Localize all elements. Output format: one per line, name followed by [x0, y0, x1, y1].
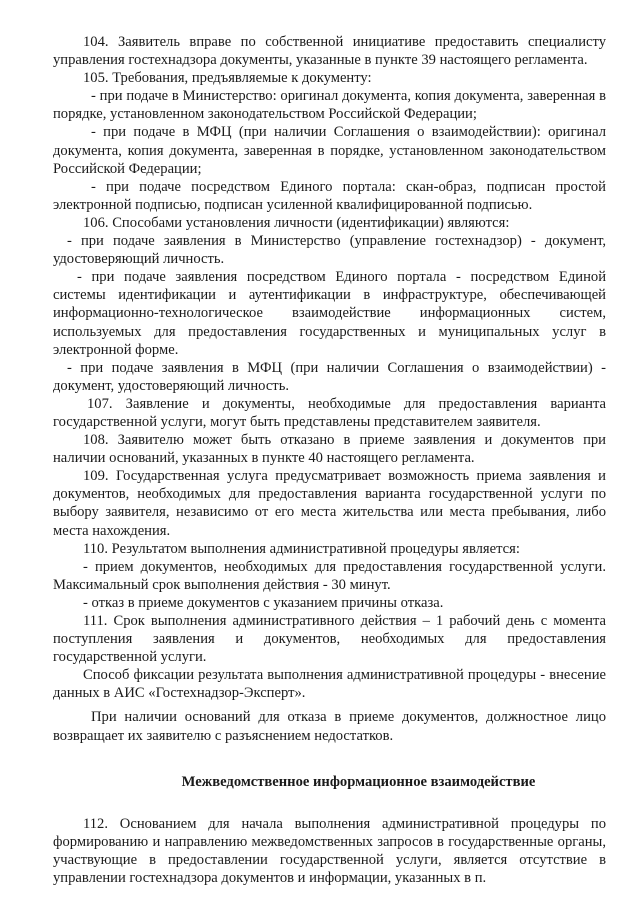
- section-heading: Межведомственное информационное взаимодействие: [181, 773, 536, 790]
- paragraph-107: 107. Заявление и документы, необходимые для предоставления варианта государственной услуги, могут быть представлены представителем заявителя.: [53, 395, 606, 430]
- paragraph-112: 112. Основанием для начала выполнения административной процедуры по формированию и направлению межведомственных запросов в государственные органы, участвующие в предоставлении государственной услуги, является отсутствие в управлении гостехнадзора документов и информации, указанных в п.: [53, 815, 606, 887]
- paragraph-110: 110. Результатом выполнения административной процедуры является:: [83, 540, 520, 557]
- paragraph-111: 111. Срок выполнения административного действия – 1 рабочий день с момента поступления заявления и документов, необходимых для предоставления государственной услуги.: [53, 613, 606, 666]
- paragraph-108: 108. Заявителю может быть отказано в приеме заявления и документов при наличии оснований, указанных в пункте 40 настоящего регламента.: [53, 432, 606, 467]
- paragraph-106: 106. Способами установления личности (идентификации) являются:: [83, 214, 510, 231]
- list-item-ministry: - при подаче в Министерство: оригинал документа, копия документа, заверенная в порядке, установленном законодательством Российской Федерации;: [53, 88, 606, 123]
- paragraph-105: 105. Требования, предъявляемые к документу:: [83, 70, 372, 87]
- paragraph-109: 109. Государственная услуга предусматривает возможность приема заявления и документов, необходимых для предоставления варианта государственной услуги по выбору заявителя, независимо от его места жительства или места пребывания, либо места нахождения.: [53, 468, 606, 539]
- list-item-mfc: - при подаче в МФЦ (при наличии Соглашения о взаимодействии): оригинал документа, копия документа, заверенная в порядке, установленном законодательством Российской Федерации;: [53, 124, 606, 177]
- list-item-id-mfc: - при подаче заявления в МФЦ (при наличии Соглашения о взаимодействии) - документ, удостоверяющий личность.: [53, 359, 606, 394]
- list-item-id-ministry: - при подаче заявления в Министерство (управление гостехнадзор) - документ, удостоверяющий личность.: [53, 233, 606, 268]
- list-item-id-portal: - при подаче заявления посредством Единого портала - посредством Единой системы идентификации и аутентификации в инфраструктуре, обеспечивающей информационно-технологическое взаимодействие информационных систем, используемых для предоставления государственных и муниципальных услуг в электронной форме.: [53, 269, 606, 358]
- paragraph-refusal-return: При наличии оснований для отказа в приеме документов, должностное лицо возвращает их заявителю с разъяснением недостатков.: [53, 709, 606, 744]
- list-item-portal: - при подаче посредством Единого портала: скан-образ, подписан простой электронной подписью, подписан усиленной квалифицированной подписью.: [53, 178, 606, 213]
- paragraph-fixation: Способ фиксации результата выполнения административной процедуры - внесение данных в АИС «Гостехнадзор-Эксперт».: [53, 667, 606, 702]
- paragraph-104: 104. Заявитель вправе по собственной инициативе предоставить специалисту управления гостехнадзора документы, указанные в пункте 39 настоящего регламента.: [53, 34, 606, 69]
- list-item-result-refuse: - отказ в приеме документов с указанием причины отказа.: [83, 594, 444, 611]
- list-item-result-accept: - прием документов, необходимых для предоставления государственной услуги. Максимальный срок выполнения действия - 30 минут.: [53, 558, 606, 593]
